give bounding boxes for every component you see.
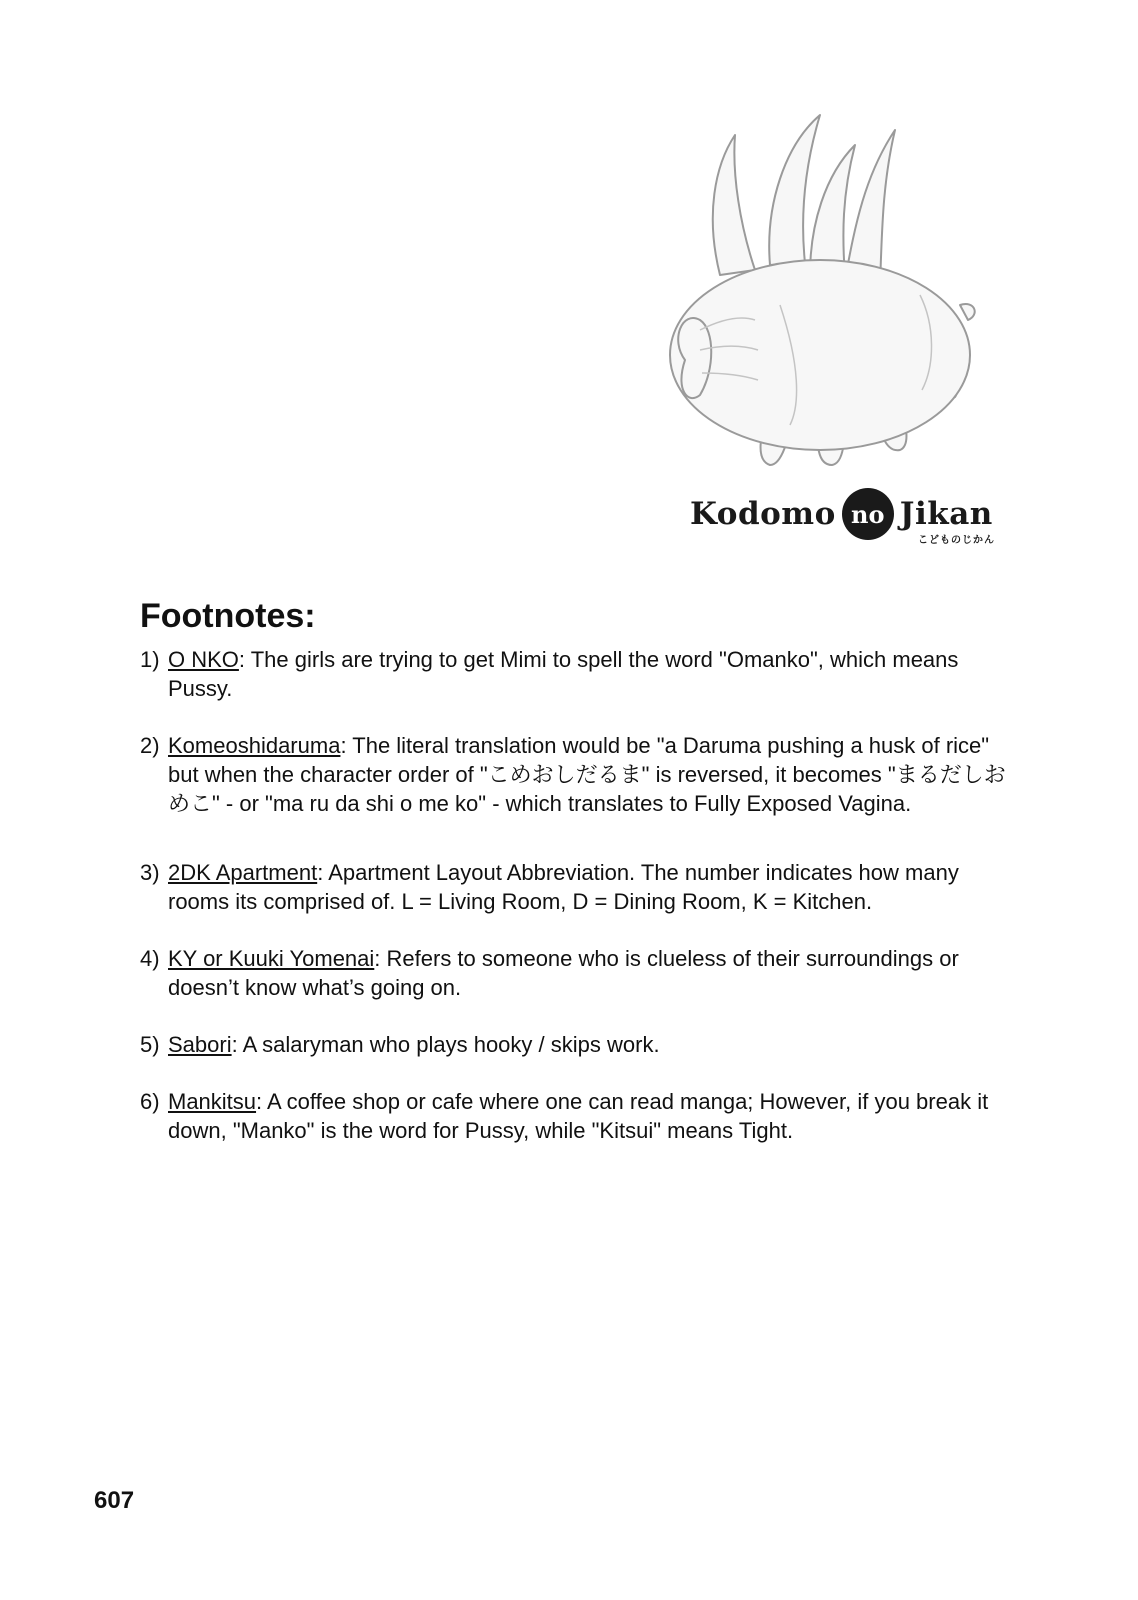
footnote-term: Sabori <box>168 1031 232 1057</box>
page-number: 607 <box>94 1487 135 1514</box>
footnotes-section <box>140 596 1020 1145</box>
creature-illustration <box>660 105 1000 475</box>
footnote-term: O NKO <box>168 646 239 672</box>
footnote-term: KY or Kuuki Yomenai <box>168 945 375 971</box>
footnote-number: 4) <box>140 945 160 971</box>
footnote-term: Komeoshidaruma <box>168 732 341 758</box>
footnote-5 <box>140 1030 1020 1059</box>
logo-word-kodomo: Kodomo <box>690 496 836 532</box>
logo-badge-no: no <box>842 488 894 540</box>
footnote-text: : The girls are trying to get Mimi to spell the word "Omanko", which means Pussy. <box>168 646 959 701</box>
spike-middle-right <box>810 145 855 277</box>
creature-body <box>670 260 970 450</box>
footnote-6 <box>140 1087 1020 1145</box>
footnote-number: 3) <box>140 859 160 885</box>
footnote-4 <box>140 944 1020 1002</box>
footnote-text: : A salaryman who plays hooky / skips work. <box>231 1031 660 1057</box>
footnote-text: : Apartment Layout Abbreviation. The number indicates how many rooms its comprised of. L = Living Room, D = Dining Room, K = Kitchen. <box>168 859 959 914</box>
footnote-2 <box>140 731 1020 818</box>
footnote-number: 5) <box>140 1031 160 1057</box>
footnote-3 <box>140 858 1020 916</box>
footnote-text: : Refers to someone who is clueless of their surroundings or doesn’t know what’s going on. <box>168 945 959 1000</box>
logo-kana: こどものじかん <box>918 535 995 546</box>
logo-word-jikan: Jikan <box>899 496 993 532</box>
footnote-number: 6) <box>140 1088 160 1114</box>
footnote-1 <box>140 645 1020 703</box>
footnote-term: Mankitsu <box>168 1088 257 1114</box>
footnote-text: : The literal translation would be "a Daruma pushing a husk of rice" but when the character order of "こめおしだるま" is reversed, it becomes "まるだしおめこ" - or "ma ru da shi o me ko" - which translates to Fully Exposed Vagina. <box>168 732 1006 816</box>
footnote-number: 1) <box>140 646 160 672</box>
footnote-term: 2DK Apartment <box>168 859 318 885</box>
footnote-text: : A coffee shop or cafe where one can read manga; However, if you break it down, "Manko" is the word for Pussy, while "Kitsui" means Tight. <box>168 1088 989 1143</box>
footnotes-heading: Footnotes: <box>140 597 316 635</box>
kodomo-no-jikan-logo <box>690 488 1010 548</box>
footnote-number: 2) <box>140 732 160 758</box>
spike-left <box>713 135 755 275</box>
